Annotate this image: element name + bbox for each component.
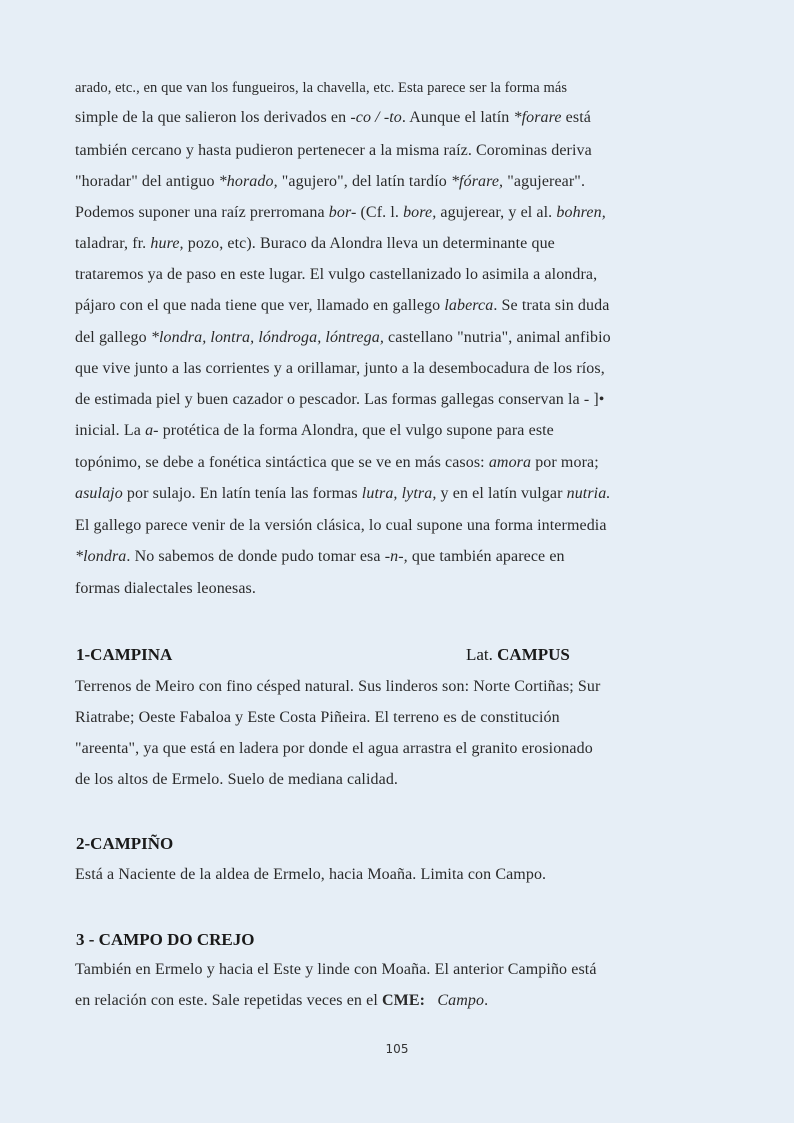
text: en relación con este. Sale repetidas veces en el bbox=[75, 992, 382, 1009]
paragraph-line: formas dialectales leonesas. bbox=[75, 580, 256, 597]
italic-text: *londra bbox=[75, 548, 127, 565]
text: "agujerear". bbox=[503, 173, 586, 190]
text: protética de la forma Alondra, que el vulgo supone para este bbox=[158, 422, 554, 439]
italic-text: hure, bbox=[150, 235, 184, 252]
paragraph-line bbox=[75, 203, 715, 223]
section-heading-campina: 1-CAMPINA bbox=[76, 645, 173, 664]
paragraph-line bbox=[75, 328, 715, 348]
text: pájaro con el que nada tiene que ver, llamado en gallego bbox=[75, 297, 445, 314]
italic-text: bore, bbox=[403, 204, 437, 221]
text: . No sabemos de donde pudo tomar esa bbox=[126, 548, 385, 565]
paragraph-line: También en Ermelo y hacia el Este y linde con Moaña. El anterior Campiño está bbox=[75, 961, 597, 978]
italic-text: asulajo bbox=[75, 485, 123, 502]
section-heading-campino: 2-CAMPIÑO bbox=[76, 834, 174, 853]
paragraph-line bbox=[75, 453, 715, 473]
text: agujerear, y el al. bbox=[436, 204, 557, 221]
text: . bbox=[484, 992, 489, 1009]
bold-text: CAMPUS bbox=[497, 645, 570, 664]
paragraph-line bbox=[75, 421, 715, 441]
italic-text: bor- bbox=[328, 204, 357, 221]
text: "horadar" del antiguo bbox=[75, 173, 219, 190]
paragraph-line: Riatrabe; Oeste Fabaloa y Este Costa Piñeira. El terreno es de constitución bbox=[75, 709, 560, 726]
paragraph-line bbox=[75, 296, 715, 316]
italic-text: lutra, lytra, bbox=[361, 485, 437, 502]
latin-etymology bbox=[466, 645, 570, 665]
italic-text: -co / -to bbox=[350, 109, 402, 126]
paragraph-line bbox=[75, 108, 715, 128]
text bbox=[425, 992, 437, 1009]
italic-text: bohren, bbox=[556, 204, 606, 221]
paragraph-line: Terrenos de Meiro con fino césped natural. Sus linderos son: Norte Cortiñas; Sur bbox=[75, 678, 601, 695]
text: Podemos suponer una raíz prerromana bbox=[75, 204, 329, 221]
text: del gallego bbox=[75, 329, 151, 346]
text: (Cf. l. bbox=[356, 204, 404, 221]
italic-text: *londra, lontra, lóndroga, lóntrega, bbox=[150, 329, 384, 346]
text: por sulajo. En latín tenía las formas bbox=[122, 485, 362, 502]
paragraph-line bbox=[75, 547, 715, 567]
text: está bbox=[561, 109, 591, 126]
text: y en el latín vulgar bbox=[436, 485, 567, 502]
paragraph-line: "areenta", ya que está en ladera por donde el agua arrastra el granito erosionado bbox=[75, 740, 593, 757]
italic-text: -n-, bbox=[384, 548, 408, 565]
text: "agujero", del latín tardío bbox=[277, 173, 451, 190]
italic-text: *forare bbox=[513, 109, 562, 126]
page-number: 105 bbox=[385, 1042, 409, 1056]
paragraph-line: de estimada piel y buen cazador o pescador. Las formas gallegas conservan la - ]• bbox=[75, 391, 605, 408]
text: inicial. La bbox=[75, 422, 146, 439]
italic-text: Campo bbox=[437, 992, 485, 1009]
italic-text: a- bbox=[145, 422, 159, 439]
text: . Se trata sin duda bbox=[493, 297, 610, 314]
text: castellano "nutria", animal anfibio bbox=[383, 329, 611, 346]
paragraph-line: también cercano y hasta pudieron pertenecer a la misma raíz. Corominas deriva bbox=[75, 142, 592, 159]
paragraph-line bbox=[75, 172, 715, 192]
italic-text: *fórare, bbox=[450, 173, 504, 190]
paragraph-line: que vive junto a las corrientes y a orillamar, junto a la desembocadura de los ríos, bbox=[75, 360, 605, 377]
paragraph-line bbox=[75, 991, 715, 1011]
paragraph-line: trataremos ya de paso en este lugar. El vulgo castellanizado lo asimila a alondra, bbox=[75, 266, 598, 283]
italic-text: laberca bbox=[444, 297, 494, 314]
paragraph-line: de los altos de Ermelo. Suelo de mediana calidad. bbox=[75, 771, 399, 788]
text: topónimo, se debe a fonética sintáctica que se ve en más casos: bbox=[75, 454, 489, 471]
section-heading-campo-do-crejo: 3 - CAMPO DO CREJO bbox=[76, 930, 255, 949]
italic-text: *horado, bbox=[218, 173, 278, 190]
text: taladrar, fr. bbox=[75, 235, 151, 252]
bold-text: CME: bbox=[381, 992, 426, 1009]
text: por mora; bbox=[531, 454, 599, 471]
text: . Aunque el latín bbox=[401, 109, 514, 126]
italic-text: amora bbox=[488, 454, 532, 471]
text: simple de la que salieron los derivados en bbox=[75, 109, 351, 126]
paragraph-line: arado, etc., en que van los fungueiros, la chavella, etc. Esta parece ser la forma más bbox=[75, 80, 568, 96]
paragraph-line: El gallego parece venir de la versión clásica, lo cual supone una forma intermedia bbox=[75, 517, 607, 534]
paragraph-line bbox=[75, 234, 715, 254]
text: Lat. bbox=[466, 645, 498, 664]
text: que también aparece en bbox=[407, 548, 565, 565]
paragraph-line: Está a Naciente de la aldea de Ermelo, hacia Moaña. Limita con Campo. bbox=[75, 866, 547, 883]
paragraph-line bbox=[75, 484, 715, 504]
italic-text: nutria. bbox=[566, 485, 611, 502]
text: pozo, etc). Buraco da Alondra lleva un determinante que bbox=[183, 235, 555, 252]
